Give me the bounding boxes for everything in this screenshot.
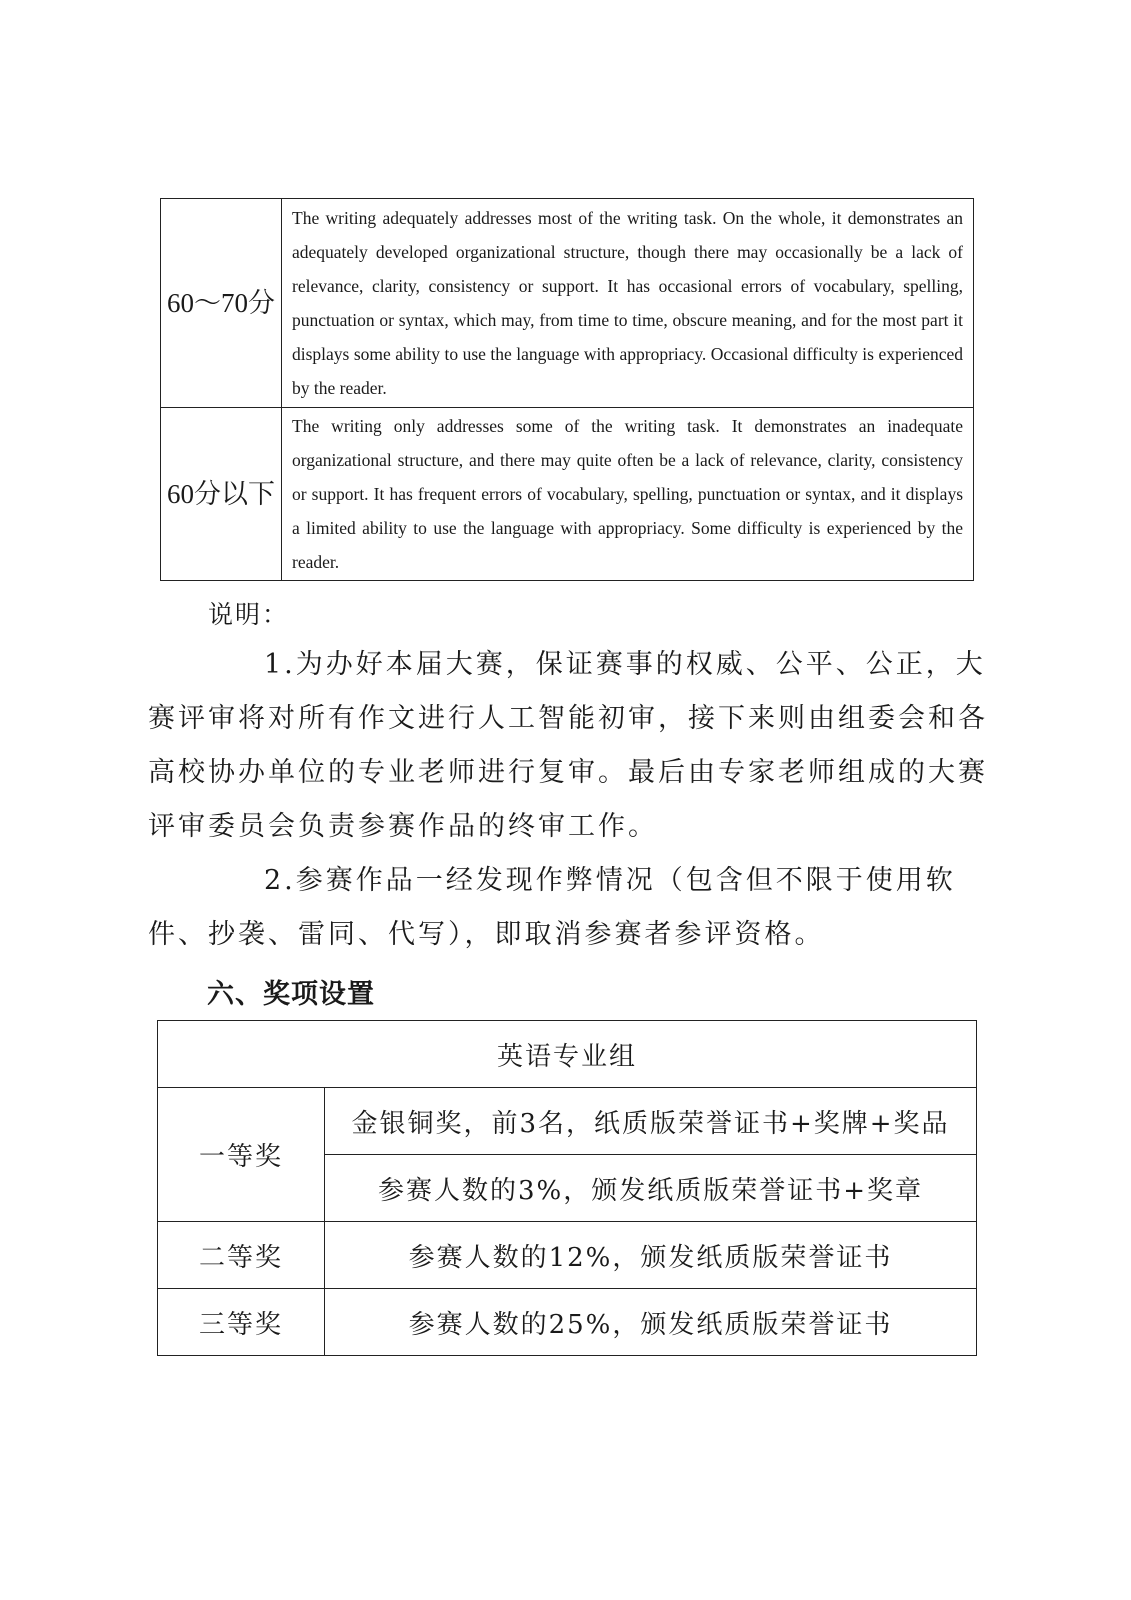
score-range: 60分以下 — [161, 408, 282, 581]
award-level-second: 二等奖 — [158, 1222, 325, 1289]
score-description: The writing adequately addresses most of the writing task. On the whole, it demonstrates an adequately developed organizational structure, though there may occasionally be a lack of relevance, clarity, consistency or support. It has occasional errors of vocabulary, spelling, punctuation or syntax, which may, from time to time, obscure meaning, and for the most part it displays some ability to use the language with appropriacy. Occasional difficulty is experienced by the reader. — [282, 199, 974, 408]
award-detail: 参赛人数的25%，颁发纸质版荣誉证书 — [325, 1289, 977, 1356]
award-detail: 参赛人数的12%，颁发纸质版荣誉证书 — [325, 1222, 977, 1289]
award-level-third: 三等奖 — [158, 1289, 325, 1356]
table-row — [161, 199, 974, 408]
note-item: 2.参赛作品一经发现作弊情况（包含但不限于使用软件、抄袭、雷同、代写），即取消参赛者参评资格。 — [148, 865, 956, 950]
table-row — [158, 1222, 977, 1289]
notes-heading: 说明： — [208, 600, 290, 629]
note-item: 1.为办好本届大赛，保证赛事的权威、公平、公正，大赛评审将对所有作文进行人工智能初审，接下来则由组委会和各高校协办单位的专业老师进行复审。最后由专家老师组成的大赛评审委员会负责参赛作品的终审工作。 — [148, 649, 988, 842]
award-detail: 金银铜奖，前3名，纸质版荣誉证书+奖牌+奖品 — [325, 1088, 977, 1155]
table-row — [161, 408, 974, 581]
table-row — [158, 1289, 977, 1356]
section-title: 六、奖项设置 — [207, 979, 375, 1010]
table-row — [158, 1088, 977, 1155]
award-detail: 参赛人数的3%，颁发纸质版荣誉证书+奖章 — [325, 1155, 977, 1222]
scoring-table — [160, 198, 974, 581]
table-row — [158, 1021, 977, 1088]
score-description: The writing only addresses some of the writing task. It demonstrates an inadequate organizational structure, and there may quite often be a lack of relevance, clarity, consistency or support. It has frequent errors of vocabulary, spelling, punctuation or syntax, and it displays a limited ability to use the language with appropriacy. Some difficulty is experienced by the reader. — [282, 408, 974, 581]
score-range: 60～70分 — [161, 199, 282, 408]
award-group: 英语专业组 — [158, 1021, 977, 1088]
award-level-first: 一等奖 — [158, 1088, 325, 1222]
awards-table — [157, 1020, 977, 1356]
